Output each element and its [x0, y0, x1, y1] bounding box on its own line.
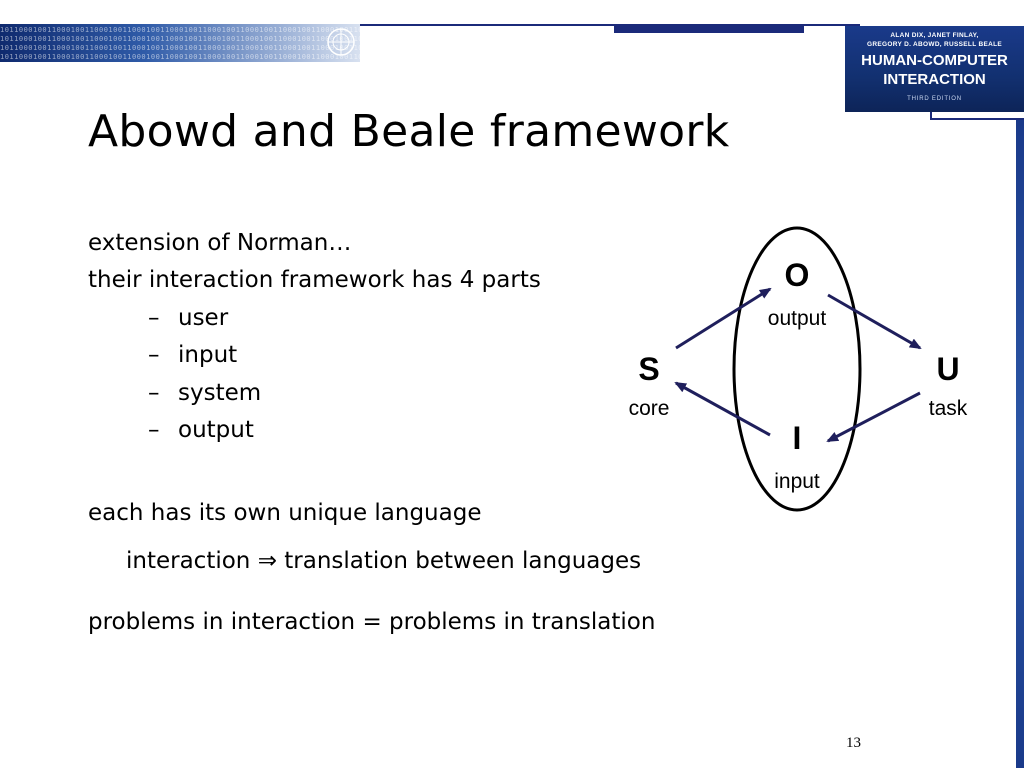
bullet-output — [148, 416, 254, 444]
bullet-user — [148, 304, 228, 332]
book-title-line1: HUMAN-COMPUTER — [861, 52, 1008, 69]
bullet-dash: – — [148, 305, 160, 331]
slide-title: Abowd and Beale framework — [88, 106, 730, 157]
book-edition: THIRD EDITION — [907, 96, 962, 102]
language-line: each has its own unique language — [88, 500, 482, 526]
node-O-label: output — [767, 307, 827, 330]
arrow-u-to-i — [828, 393, 920, 441]
page-number: 13 — [846, 735, 861, 751]
translation-line: interaction ⇒ translation between languages — [126, 548, 642, 574]
bullet-dash: – — [148, 417, 160, 443]
bullet-text: system — [178, 380, 262, 406]
node-O-letter: O — [784, 257, 810, 293]
bullet-text: output — [178, 417, 254, 443]
bullet-text: input — [178, 342, 238, 368]
problems-line: problems in interaction = problems in translation — [88, 609, 656, 635]
node-S-label: core — [628, 397, 670, 420]
node-U-letter: U — [936, 351, 960, 387]
logo-underline — [930, 112, 1024, 120]
binary-header-strip — [0, 24, 415, 62]
node-S-letter: S — [638, 351, 660, 387]
bullet-dash: – — [148, 342, 160, 368]
interaction-framework-diagram — [600, 225, 1000, 525]
book-authors: ALAN DIX, JANET FINLAY, GREGORY D. ABOWD, RUSSELL BEALE — [867, 32, 1002, 48]
node-U-label: task — [928, 397, 968, 420]
node-I-letter: I — [792, 420, 802, 456]
right-decorative-bar — [1016, 120, 1024, 768]
intro-line-1: extension of Norman… — [88, 230, 352, 256]
bullet-dash: – — [148, 380, 160, 406]
book-title-line2: INTERACTION — [883, 71, 986, 88]
header-accent-bar — [614, 24, 804, 33]
globe-emblem-icon — [326, 27, 356, 57]
bullet-text: user — [178, 305, 229, 331]
intro-line-2: their interaction framework has 4 parts — [88, 267, 541, 293]
node-I-label: input — [774, 470, 820, 493]
bullet-system — [148, 379, 261, 407]
arrow-o-to-u — [828, 295, 920, 348]
book-cover-logo — [845, 26, 1024, 112]
bullet-input — [148, 341, 237, 369]
binary-digits: 1011000100110001001100010011000100110001001100010011000100110001001100010011000100110001 1011000100110001001100010011000100110001001100010011000100110001001100010011000100110001 1011000100110001001100010011000100110001001100010011000100110001001100010011000100110001 1011000100110001001100010011000100110001001100010011000100110001001100010011000100110001 — [0, 26, 415, 61]
arrow-s-to-o — [676, 289, 770, 348]
arrow-i-to-s — [676, 383, 770, 435]
